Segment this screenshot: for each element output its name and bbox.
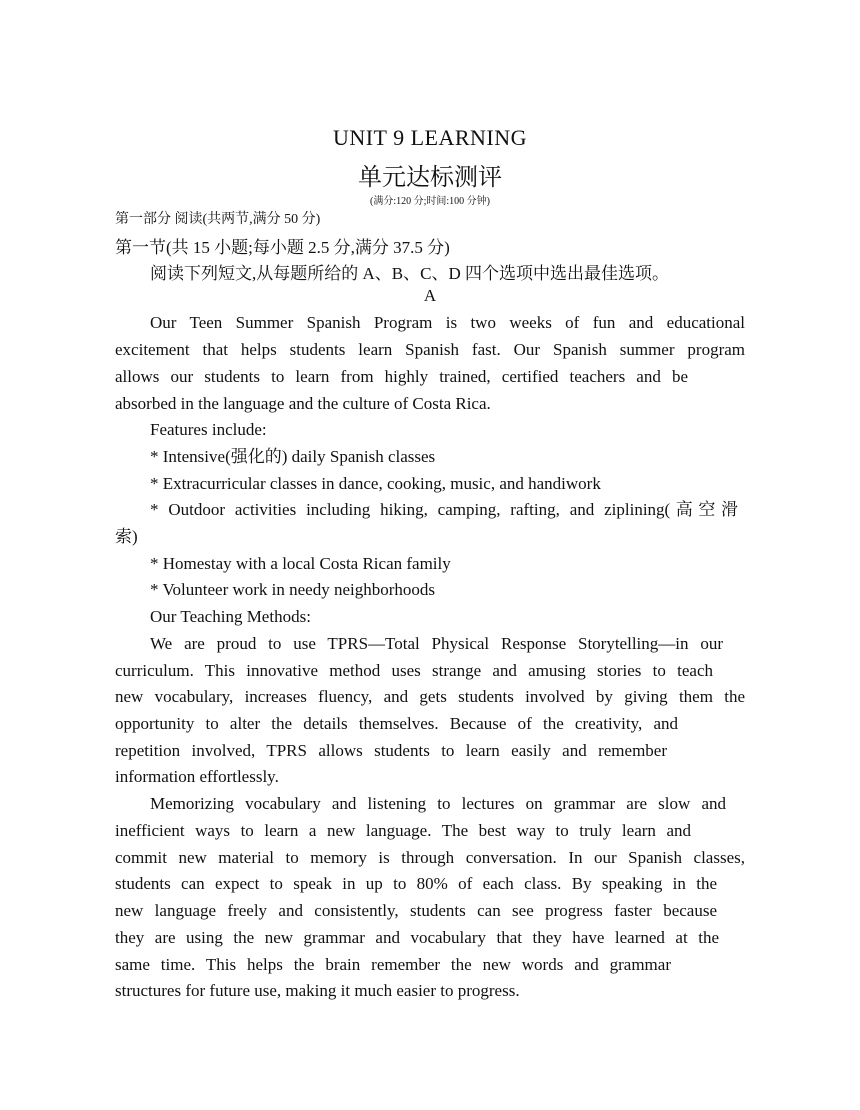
passage-line: Features include:: [150, 420, 267, 439]
passage-line: * Extracurricular classes in dance, cooking, music, and handiwork: [150, 474, 601, 493]
passage-line: curriculum. This innovative method uses strange and amusing stories to teach: [115, 661, 713, 680]
score-note: (满分:120 分;时间:100 分钟): [370, 196, 490, 207]
instruction-text: 阅读下列短文,从每题所给的 A、B、C、D 四个选项中选出最佳选项。: [150, 264, 669, 283]
passage-line: Our Teen Summer Spanish Program is two weeks of fun and educational: [150, 313, 745, 332]
passage-line: students can expect to speak in up to 80% of each class. By speaking in the: [115, 874, 717, 893]
passage-line: inefficient ways to learn a new language. The best way to truly learn and: [115, 821, 691, 840]
passage-line: excitement that helps students learn Spanish fast. Our Spanish summer program: [115, 340, 745, 359]
passage-line: structures for future use, making it much easier to progress.: [115, 981, 520, 1000]
passage-letter: A: [423, 286, 437, 305]
passage-line: opportunity to alter the details themselves. Because of the creativity, and: [115, 714, 678, 733]
unit-title: UNIT 9 LEARNING: [332, 125, 528, 150]
section-heading: 第一节(共 15 小题;每小题 2.5 分,满分 37.5 分): [115, 238, 450, 257]
part-heading: 第一部分 阅读(共两节,满分 50 分): [115, 212, 321, 227]
passage-line: same time. This helps the brain remember the new words and grammar: [115, 955, 671, 974]
passage-line: * Intensive(强化的) daily Spanish classes: [150, 447, 436, 466]
passage-line: * Volunteer work in needy neighborhoods: [150, 580, 436, 599]
passage-line: new vocabulary, increases fluency, and gets students involved by giving them the: [115, 687, 745, 706]
passage-line: they are using the new grammar and vocabulary that they have learned at the: [115, 928, 719, 947]
passage-line: repetition involved, TPRS allows students to learn easily and remember: [115, 741, 667, 760]
passage-line: new language freely and consistently, students can see progress faster because: [115, 901, 717, 920]
passage-line: allows our students to learn from highly trained, certified teachers and be: [115, 367, 688, 386]
test-subtitle: 单元达标测评: [358, 163, 502, 191]
passage-line: Memorizing vocabulary and listening to lectures on grammar are slow and: [150, 794, 726, 813]
passage-line: * Outdoor activities including hiking, camping, rafting, and ziplining(高空滑: [150, 500, 738, 519]
passage-line: * Homestay with a local Costa Rican family: [150, 554, 451, 573]
passage-line: We are proud to use TPRS—Total Physical Response Storytelling—in our: [150, 634, 723, 653]
passage-line: commit new material to memory is through conversation. In our Spanish classes,: [115, 848, 745, 867]
passage-line: Our Teaching Methods:: [150, 607, 311, 626]
passage-line: 索): [115, 527, 138, 546]
passage-line: information effortlessly.: [115, 767, 279, 786]
passage-line: absorbed in the language and the culture of Costa Rica.: [115, 394, 491, 413]
